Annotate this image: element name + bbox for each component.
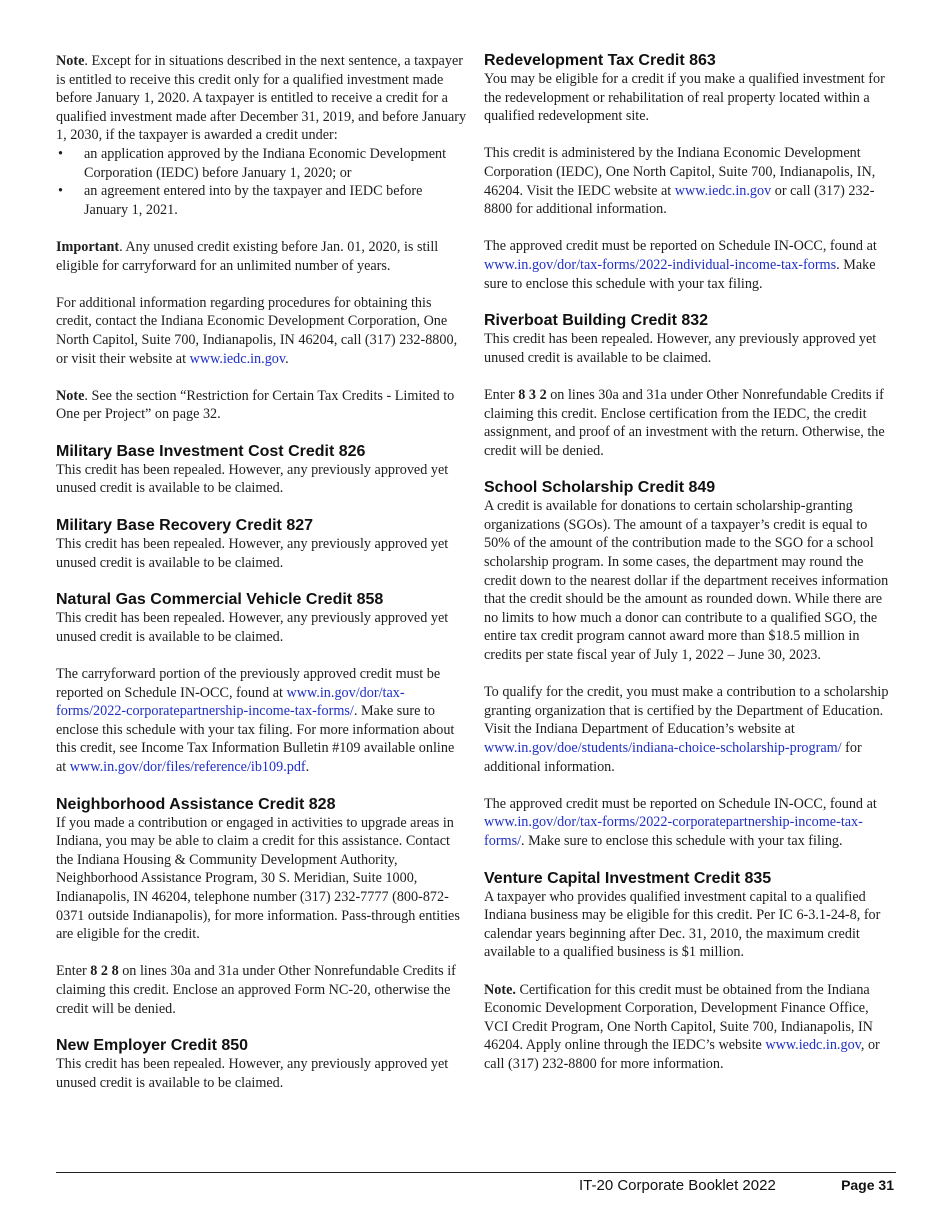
page-number: Page 31 <box>841 1177 894 1193</box>
venture-note-text: Certification for this credit must be obtained from the Indiana Economic Development Corporation, Development Finance Office, VCI Credit Program, One North Capitol, Suite 700, Indianapolis, IN 46204. Apply online through the IEDC’s website <box>484 981 873 1054</box>
list-item <box>56 182 468 219</box>
redevelopment-admin-paragraph <box>484 144 896 218</box>
venture-text: A taxpayer who provides qualified investment capital to a qualified Indiana business may be eligible for this credit. Per IC 6-3.1-24-8, for calendar years beginning after Dec. 31, 2010, the maximum credit available to a qualified business is $1 million. <box>484 888 881 961</box>
additional-info-text: For additional information regarding procedures for obtaining this credit, contact the Indiana Economic Development Corporation, One North Capitol, Suite 700, Indianapolis, IN 46204, call (317) 232-8800, or visit their website at <box>56 294 458 367</box>
ib109-link[interactable]: www.in.gov/dor/files/reference/ib109.pdf <box>69 759 306 775</box>
admin-after: or call (317) 232-8800 for additional information. <box>484 182 875 218</box>
corporate-forms-link[interactable]: www.in.gov/dor/tax-forms/2022-corporatepartnership-income-tax-forms/ <box>484 814 863 849</box>
neighborhood-heading: Neighborhood Assistance Credit 828 <box>56 795 336 813</box>
bullet-icon: • <box>58 183 63 200</box>
school-report-paragraph <box>484 795 896 851</box>
report-after: . Make sure to enclose this schedule with your tax filing. <box>521 832 843 849</box>
admin-text: This credit is administered by the Indiana Economic Development Corporation (IEDC), One North Capitol, Suite 700, Indianapolis, IN, 46204. Visit the IEDC website at <box>484 145 876 199</box>
additional-info-paragraph <box>56 294 468 368</box>
enter-after: on lines 30a and 31a under Other Nonrefundable Credits if claiming this credit. Enclose certification from the IEDC, the credit assignment, and proof of an investment with the return. Otherwise, the credit will be denied. <box>484 386 885 459</box>
new-employer-text: This credit has been repealed. However, any previously approved yet unused credit is available to be claimed. <box>56 1056 449 1091</box>
neighborhood-text: If you made a contribution or engaged in activities to upgrade areas in Indiana, you may be able to claim a credit for this assistance. Contact the Indiana Housing & Community Development Authority, Neighborhood Assistance Program, 30 S. Meridian, Suite 1000, Indianapolis, IN 46204, telephone number (317) 232-7777 (800-872-0371 outside Indianapolis), for more information. Pass-through entities are eligible for the credit. <box>56 814 460 943</box>
riverboat-text: This credit has been repealed. However, any previously approved yet unused credit is available to be claimed. <box>484 331 877 366</box>
report-text: The approved credit must be reported on Schedule IN-OCC, found at <box>484 238 877 255</box>
report-text: The approved credit must be reported on Schedule IN-OCC, found at <box>484 795 877 812</box>
credit-code: 8 2 8 <box>90 963 119 980</box>
note-label: Note. <box>484 981 516 998</box>
school-qualify-paragraph <box>484 683 896 776</box>
enter-text: Enter <box>56 963 91 980</box>
list-item-text: an agreement entered into by the taxpayer and IEDC before January 1, 2021. <box>84 183 423 218</box>
neighborhood-enter-paragraph <box>56 962 468 1018</box>
note-paragraph <box>56 52 468 145</box>
school-text: A credit is available for donations to certain scholarship-granting organizations (SGOs). The amount of a taxpayer’s credit is equal to 50% of the amount of the contribution made to the SGO for a school scholarship program. In some cases, the department may round the credit down to the nearest dollar if the department receives information that the credit should be the amount as rounded down. While there are no limits to how much a donor can contribute to a qualified SGO, the entire tax credit program cannot award more than $18.5 million in credits per state fiscal year of July 1, 2022 – June 30, 2023. <box>484 498 889 664</box>
corporate-forms-link[interactable]: www.in.gov/dor/tax-forms/2022-corporatepartnership-income-tax-forms/ <box>56 684 405 720</box>
note-label: Note <box>56 387 85 404</box>
iedc-link[interactable]: www.iedc.in.gov <box>189 350 286 367</box>
enter-text: Enter <box>484 386 519 403</box>
redevelopment-text: You may be eligible for a credit if you make a qualified investment for the redevelopment or rehabilitation of real property located within a qualified redevelopment site. <box>484 71 885 125</box>
carryforward-mid: . Make sure to enclose this schedule with your tax filing. For more information about this credit, see Income Tax Information Bulletin #109 available online at <box>56 703 455 775</box>
riverboat-enter-paragraph <box>484 386 896 460</box>
redevelopment-heading: Redevelopment Tax Credit 863 <box>484 52 716 69</box>
military-recovery-heading: Military Base Recovery Credit 827 <box>56 517 314 535</box>
natural-gas-carryforward-paragraph <box>56 665 468 777</box>
note-text: . Except for in situations described in the next sentence, a taxpayer is entitled to receive this credit only for a qualified investment made before January 1, 2020. A taxpayer is entitled to receive a credit for a qualified investment made after December 31, 2019, and before January 1, 2030, if the taxpayer is awarded a credit under: <box>56 53 467 144</box>
right-column <box>484 51 896 1074</box>
redevelopment-report-paragraph <box>484 237 896 293</box>
footer-divider <box>56 1172 896 1173</box>
additional-info-after: . <box>285 350 289 367</box>
iedc-link[interactable]: www.iedc.in.gov <box>765 1037 861 1054</box>
venture-note-paragraph <box>484 981 896 1074</box>
important-label: Important <box>56 238 120 255</box>
report-after: . Make sure to enclose this schedule with your tax filing. <box>484 256 876 292</box>
carryforward-after: . <box>305 759 310 775</box>
school-heading: School Scholarship Credit 849 <box>484 479 716 497</box>
list-item-text: an application approved by the Indiana Economic Development Corporation (IEDC) before January 1, 2020; or <box>84 145 447 181</box>
qualify-after: for additional information. <box>484 740 862 775</box>
natural-gas-heading: Natural Gas Commercial Vehicle Credit 858 <box>56 591 384 609</box>
note-bullet-list <box>56 145 468 219</box>
important-text: . Any unused credit existing before Jan. 01, 2020, is still eligible for carryforward for an unlimited number of years. <box>56 238 439 274</box>
iedc-link[interactable]: www.iedc.in.gov <box>674 182 772 199</box>
note-label: Note <box>56 53 85 69</box>
enter-after: on lines 30a and 31a under Other Nonrefundable Credits if claiming this credit. Enclose an approved Form NC-20, otherwise the credit will be denied. <box>56 963 456 1017</box>
military-investment-text: This credit has been repealed. However, any previously approved yet unused credit is available to be claimed. <box>56 461 449 497</box>
note-restriction-text: . See the section “Restriction for Certain Tax Credits - Limited to One per Project” on page 32. <box>56 387 455 423</box>
individual-forms-link[interactable]: www.in.gov/dor/tax-forms/2022-individual-income-tax-forms <box>484 256 837 273</box>
credit-code: 8 3 2 <box>518 386 547 403</box>
military-investment-heading: Military Base Investment Cost Credit 826 <box>56 442 366 460</box>
new-employer-heading: New Employer Credit 850 <box>56 1037 249 1055</box>
list-item <box>56 145 468 182</box>
qualify-text: To qualify for the credit, you must make a contribution to a scholarship granting organization that is certified by the Department of Education. Visit the Indiana Department of Education’s website at <box>484 684 889 738</box>
carryforward-text: The carryforward portion of the previously approved credit must be reported on Schedule IN-OCC, found at <box>56 666 441 701</box>
natural-gas-text: This credit has been repealed. However, any previously approved yet unused credit is available to be claimed. <box>56 610 449 645</box>
left-column <box>56 52 468 1092</box>
footer-booklet-title: IT-20 Corporate Booklet 2022 <box>579 1177 776 1194</box>
venture-note-after: , or call (317) 232-8800 for more information. <box>484 1037 880 1072</box>
military-recovery-text: This credit has been repealed. However, any previously approved yet unused credit is available to be claimed. <box>56 536 449 571</box>
note-restriction-paragraph <box>56 387 468 424</box>
important-paragraph <box>56 238 468 275</box>
riverboat-heading: Riverboat Building Credit 832 <box>484 312 709 330</box>
venture-heading: Venture Capital Investment Credit 835 <box>484 869 772 887</box>
doe-choice-link[interactable]: www.in.gov/doe/students/indiana-choice-scholarship-program/ <box>484 740 842 756</box>
bullet-icon: • <box>58 145 63 162</box>
